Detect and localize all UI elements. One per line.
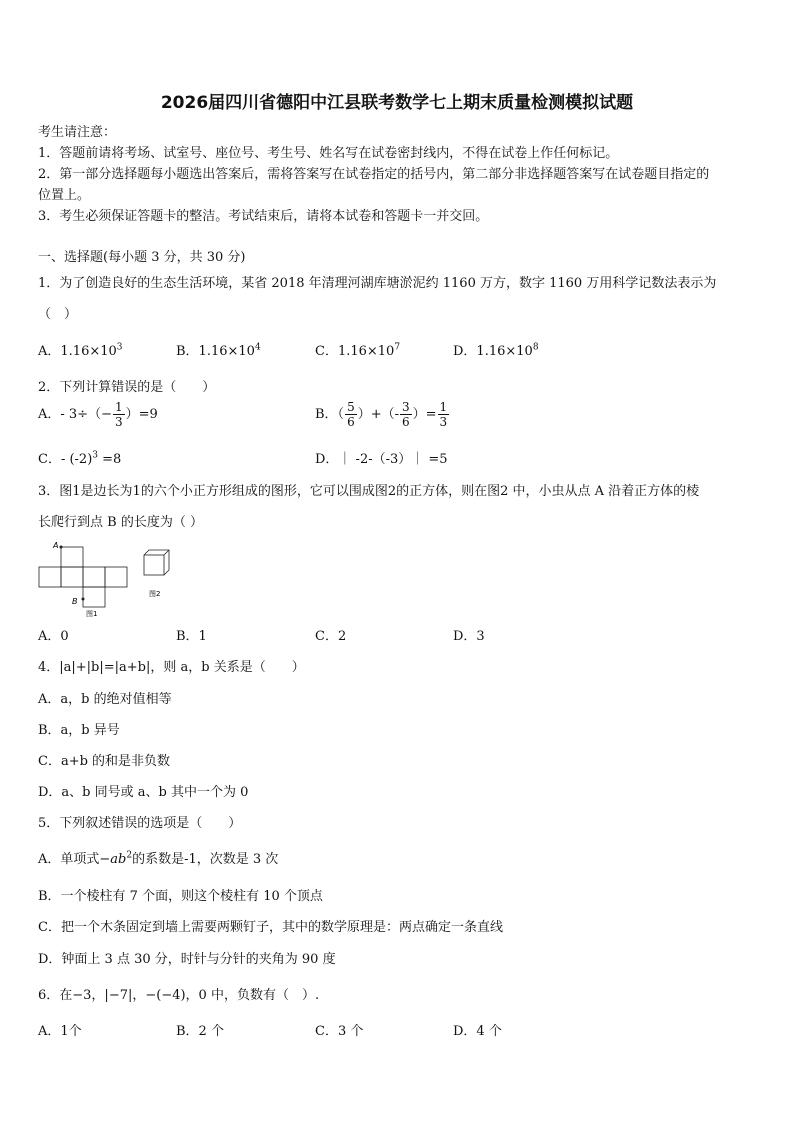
q2-stem: 2．下列计算错误的是（ ） — [38, 380, 216, 395]
notice-item-2: 2．第一部分选择题每小题选出答案后，需将答案写在试卷指定的括号内，第二部分非选择题答案写在试卷题目指定的 — [38, 167, 710, 182]
q1-option-b: B．$1.16\times 10^4$ — [176, 342, 261, 359]
cube-drawing — [144, 550, 169, 575]
q3-figure — [36, 538, 176, 620]
q4-option-d: D．a、b 同号或 a、b 其中一个为 0 — [38, 785, 249, 800]
notice-item-2-cont: 位置上。 — [38, 188, 91, 203]
q4-option-a: A．a，b 的绝对值相等 — [38, 692, 172, 707]
q1-option-d: D．$1.16\times 10^8$ — [453, 342, 539, 359]
q2-option-c: C．- $(-2)^3 =8$ — [38, 450, 122, 467]
q6-option-a: A．1个 — [38, 1024, 82, 1039]
point-a-label: A — [53, 541, 59, 550]
notice-item-1: 1．答题前请将考场、试室号、座位号、考生号、姓名写在试卷密封线内，不得在试卷上作任何标记。 — [38, 146, 619, 161]
fig2-caption: 图2 — [149, 590, 161, 598]
q5-option-a: A．单项式$-ab^2$的系数是-1，次数是 3 次 — [38, 850, 279, 867]
q5-option-c: C．把一个木条固定到墙上需要两颗钉子，其中的数学原理是：两点确定一条直线 — [38, 920, 503, 935]
q4-option-b: B．a，b 异号 — [38, 723, 120, 738]
q3-option-a: A．0 — [38, 629, 69, 644]
q6-option-b: B．2 个 — [176, 1024, 224, 1039]
q3-option-b: B．1 — [176, 629, 207, 644]
q5-option-b: B．一个棱柱有 7 个面，则这个棱柱有 10 个顶点 — [38, 889, 323, 904]
q4-stem: 4．|a|+|b|=|a+b|，则 a，b 关系是（ ） — [38, 660, 305, 675]
q3-stem: 3．图1是边长为1的六个小正方形组成的图形，它可以围成图2的正方体，则在图2 中，小虫从点 A 沿着正方体的棱 — [38, 484, 700, 499]
q1-option-c: C．$1.16\times 10^7$ — [315, 342, 401, 359]
exam-title: 2026届四川省德阳中江县联考数学七上期末质量检测模拟试题 — [160, 93, 634, 113]
notice-heading: 考生请注意： — [38, 125, 117, 140]
q1-stem-paren: （ ） — [38, 307, 78, 322]
fig1-caption: 图1 — [86, 610, 98, 618]
q2-option-d: D．｜ -2-（-3）｜ =5 — [315, 452, 448, 467]
q5-option-d: D．钟面上 3 点 30 分，时针与分针的夹角为 90 度 — [38, 952, 336, 967]
q1-stem: 1．为了创造良好的生态生活环境，某省 2018 年清理河湖库塘淤泥约 1160 万方，数字 1160 万用科学记数法表示为 — [38, 276, 717, 291]
q6-option-c: C．3 个 — [315, 1024, 364, 1039]
q3-option-d: D．3 — [453, 629, 485, 644]
q4-option-c: C．a+b 的和是非负数 — [38, 754, 171, 769]
q5-stem: 5．下列叙述错误的选项是（ ） — [38, 816, 242, 831]
notice-item-3: 3．考生必须保证答题卡的整洁。考试结束后，请将本试卷和答题卡一并交回。 — [38, 209, 489, 224]
section-heading: 一、选择题(每小题 3 分，共 30 分) — [38, 250, 246, 265]
q3-option-c: C．2 — [315, 629, 347, 644]
q3-stem-cont: 长爬行到点 B 的长度为（ ） — [38, 515, 203, 530]
q2-option-a: A．- 3÷（− $\frac{1}{3}$ ）=9 — [38, 400, 158, 429]
q6-option-d: D．4 个 — [453, 1024, 502, 1039]
q6-stem: 6．在−3，|−7|，−(−4)，0 中，负数有（ ）. — [38, 988, 320, 1003]
point-b-label: B — [72, 597, 78, 606]
q1-option-a: A．$1.16\times 10^3$ — [38, 342, 123, 359]
q2-option-b: B．（ $\frac{5}{6}$ ）+（- $\frac{3}{6}$ ）= $\frac{1}{3}$ — [315, 400, 448, 429]
